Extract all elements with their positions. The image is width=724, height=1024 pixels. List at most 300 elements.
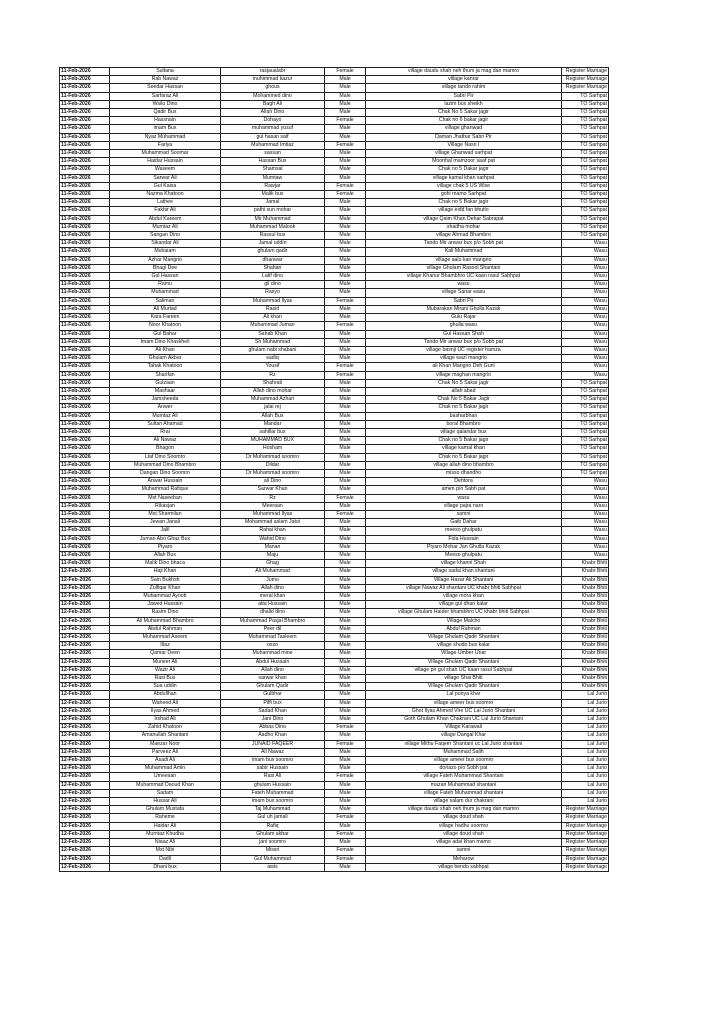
table-row	[60, 84, 609, 92]
guardian-cell: Rafiq	[221, 822, 325, 830]
date-cell: 11-Feb-2026	[60, 207, 110, 215]
name-cell: Rasi Bux	[110, 675, 221, 683]
name-cell: Abdullhan	[110, 691, 221, 699]
gender-cell: Male	[325, 166, 366, 174]
gender-cell: Male	[325, 281, 366, 289]
date-cell: 11-Feb-2026	[60, 346, 110, 354]
address-cell: village Nawaz Ali shantani UC khabr bhiti Sabhpat	[366, 584, 562, 592]
guardian-cell: Maju	[221, 551, 325, 559]
date-cell: 11-Feb-2026	[60, 445, 110, 453]
name-cell: Ghulam Akbar	[110, 355, 221, 363]
office-cell: TO Sarhpat	[562, 215, 609, 223]
date-cell: 11-Feb-2026	[60, 141, 110, 149]
name-cell: Muhammad Soomar	[110, 150, 221, 158]
guardian-cell: Meeraan	[221, 502, 325, 510]
office-cell: Wasu	[562, 322, 609, 330]
date-cell: 11-Feb-2026	[60, 100, 110, 108]
date-cell: 11-Feb-2026	[60, 355, 110, 363]
name-cell: Gul Kaisa	[110, 182, 221, 190]
name-cell: Hassnain	[110, 117, 221, 125]
date-cell: 11-Feb-2026	[60, 158, 110, 166]
date-cell: 12-Feb-2026	[60, 822, 110, 830]
table-row	[60, 839, 609, 847]
gender-cell: Male	[325, 609, 366, 617]
gender-cell: Male	[325, 174, 366, 182]
gender-cell: Female	[325, 191, 366, 199]
guardian-cell: jani soomro	[221, 839, 325, 847]
guardian-cell: Ali Nawaz	[221, 748, 325, 756]
gender-cell: Male	[325, 781, 366, 789]
name-cell: Mumtaz Ali	[110, 223, 221, 231]
date-cell: 12-Feb-2026	[60, 798, 110, 806]
guardian-cell: Yousif	[221, 363, 325, 371]
address-cell: village shudo bux kalar	[366, 642, 562, 650]
date-cell: 12-Feb-2026	[60, 855, 110, 863]
table-row	[60, 420, 609, 428]
office-cell: Wasu	[562, 371, 609, 379]
table-row	[60, 494, 609, 502]
table-row	[60, 740, 609, 748]
gender-cell: Male	[325, 355, 366, 363]
table-row	[60, 338, 609, 346]
gender-cell: Male	[325, 732, 366, 740]
guardian-cell: Gulbhar	[221, 691, 325, 699]
address-cell: village Mithu Faqeer Shantani uc Lal Jurio shantani	[366, 740, 562, 748]
gender-cell: Male	[325, 199, 366, 207]
date-cell: 12-Feb-2026	[60, 724, 110, 732]
address-cell: samni	[366, 847, 562, 855]
guardian-cell: gul hasan saif	[221, 133, 325, 141]
guardian-cell: Ali khan	[221, 314, 325, 322]
address-cell: doriazo p/o Sobh pat	[366, 765, 562, 773]
address-cell: village khanni Shah	[366, 560, 562, 568]
date-cell: 11-Feb-2026	[60, 519, 110, 527]
name-cell: Niaaz Ali	[110, 839, 221, 847]
guardian-cell: Dr Muhammad soomro	[221, 453, 325, 461]
name-cell: Hussar Ali	[110, 798, 221, 806]
address-cell: village Khanur Bhambhro UC kaan rasul Sabhpat	[366, 273, 562, 281]
table-row	[60, 215, 609, 223]
office-cell: TO Sarhpat	[562, 199, 609, 207]
table-row	[60, 486, 609, 494]
office-cell: Khabr Bhiti	[562, 642, 609, 650]
guardian-cell: Jumo	[221, 576, 325, 584]
office-cell: TO Sarhpat	[562, 125, 609, 133]
table-row	[60, 232, 609, 240]
guardian-cell: rasjaualabr	[221, 68, 325, 76]
name-cell: Ltaf Dino Soomro	[110, 453, 221, 461]
name-cell: Rasim Dino	[110, 609, 221, 617]
address-cell: Lal punya khar	[366, 691, 562, 699]
gender-cell: Male	[325, 232, 366, 240]
date-cell: 12-Feb-2026	[60, 830, 110, 838]
name-cell: Raheme	[110, 814, 221, 822]
table-row	[60, 510, 609, 518]
guardian-cell: Gul Muhammad	[221, 855, 325, 863]
gender-cell: Male	[325, 634, 366, 642]
address-cell: samni	[366, 510, 562, 518]
guardian-cell: Jani Dino	[221, 716, 325, 724]
gender-cell: Female	[325, 855, 366, 863]
table-row	[60, 560, 609, 568]
office-cell: Khabr Bhiti	[562, 576, 609, 584]
gender-cell: Male	[325, 289, 366, 297]
office-cell: TO Sarhpat	[562, 412, 609, 420]
name-cell: Muhammad Dino Bhambro	[110, 461, 221, 469]
table-row	[60, 773, 609, 781]
name-cell: Saliman	[110, 297, 221, 305]
date-cell: 12-Feb-2026	[60, 691, 110, 699]
name-cell: Muhammad Amin	[110, 765, 221, 773]
guardian-cell: Muhammad Ilyas	[221, 297, 325, 305]
table-row	[60, 502, 609, 510]
date-cell: 11-Feb-2026	[60, 191, 110, 199]
table-row	[60, 428, 609, 436]
table-row	[60, 789, 609, 797]
gender-cell: Male	[325, 822, 366, 830]
date-cell: 12-Feb-2026	[60, 642, 110, 650]
guardian-cell: sabir Hussain	[221, 765, 325, 773]
gender-cell: Male	[325, 551, 366, 559]
address-cell: Village Karawali	[366, 724, 562, 732]
name-cell: Muneer Ali	[110, 658, 221, 666]
guardian-cell: Abbas Dino	[221, 724, 325, 732]
guardian-cell: Allah Dino	[221, 109, 325, 117]
guardian-cell: jalai rej	[221, 404, 325, 412]
guardian-cell: gil dino	[221, 281, 325, 289]
date-cell: 11-Feb-2026	[60, 248, 110, 256]
address-cell: village Ahmad Bhambro	[366, 232, 562, 240]
office-cell: Wasu	[562, 281, 609, 289]
date-cell: 11-Feb-2026	[60, 461, 110, 469]
date-cell: 11-Feb-2026	[60, 125, 110, 133]
address-cell: village pajra naro	[366, 502, 562, 510]
name-cell: Mst Naseeban	[110, 494, 221, 502]
address-cell: wasu	[366, 494, 562, 502]
date-cell: 11-Feb-2026	[60, 281, 110, 289]
gender-cell: Male	[325, 437, 366, 445]
address-cell: Piyaro Mohar Jan Ghulla Kazak	[366, 543, 562, 551]
name-cell: Mumtaz Khudha	[110, 830, 221, 838]
gender-cell: Male	[325, 248, 366, 256]
address-cell: village Fateh Muhammad shantani	[366, 789, 562, 797]
table-row	[60, 478, 609, 486]
name-cell: Lathee	[110, 199, 221, 207]
name-cell: Rab Nawaz	[110, 76, 221, 84]
gender-cell: Male	[325, 256, 366, 264]
table-row	[60, 68, 609, 76]
date-cell: 11-Feb-2026	[60, 223, 110, 231]
gender-cell: Male	[325, 527, 366, 535]
guardian-cell: Mohammad aslam Jatoi	[221, 519, 325, 527]
table-row	[60, 683, 609, 691]
table-row	[60, 322, 609, 330]
office-cell: Lal Jurio	[562, 716, 609, 724]
office-cell: TO Sarhpat	[562, 396, 609, 404]
name-cell: Abdul Kareem	[110, 215, 221, 223]
table-row	[60, 445, 609, 453]
date-cell: 12-Feb-2026	[60, 650, 110, 658]
office-cell: Wasu	[562, 478, 609, 486]
guardian-cell: Malik bux	[221, 191, 325, 199]
guardian-cell: Sarwar Khan	[221, 486, 325, 494]
address-cell: village Ghulam Rasool Shantani	[366, 264, 562, 272]
office-cell: TO Sarhpat	[562, 117, 609, 125]
date-cell: 12-Feb-2026	[60, 609, 110, 617]
guardian-cell: ghulam nabi shabani	[221, 346, 325, 354]
name-cell: Wazir Ali	[110, 666, 221, 674]
name-cell: Bhagi Dee	[110, 264, 221, 272]
name-cell: Ilyas Ahmed	[110, 707, 221, 715]
gender-cell: Female	[325, 830, 366, 838]
date-cell: 11-Feb-2026	[60, 363, 110, 371]
guardian-cell: muhimmad kazur	[221, 76, 325, 84]
guardian-cell: ghulam qadir	[221, 248, 325, 256]
guardian-cell: Manan	[221, 543, 325, 551]
address-cell: Sabri Pir	[366, 297, 562, 305]
office-cell: Khabr Bhiti	[562, 601, 609, 609]
gender-cell: Male	[325, 240, 366, 248]
office-cell: Khabr Bhiti	[562, 658, 609, 666]
address-cell: lazim bux sheikh	[366, 100, 562, 108]
name-cell: Sain Bukhsh	[110, 576, 221, 584]
address-cell: Chak no 5 Bakar jagir	[366, 199, 562, 207]
address-cell: Gul Hassan Shah	[366, 330, 562, 338]
gender-cell: Female	[325, 814, 366, 822]
office-cell: TO Sarhpat	[562, 207, 609, 215]
name-cell: Sarfaraz Ali	[110, 92, 221, 100]
table-row	[60, 133, 609, 141]
table-row	[60, 642, 609, 650]
table-row	[60, 141, 609, 149]
name-cell: Muhammad Aseem	[110, 634, 221, 642]
address-cell: Chak No 5 Bakar Jagir	[366, 396, 562, 404]
date-cell: 12-Feb-2026	[60, 584, 110, 592]
office-cell: Khabr Bhiti	[562, 666, 609, 674]
guardian-cell: Allah Bux	[221, 412, 325, 420]
name-cell: Haidar Hussain	[110, 158, 221, 166]
gender-cell: Male	[325, 330, 366, 338]
gender-cell: Male	[325, 387, 366, 395]
address-cell: Meeso ghulpatu	[366, 551, 562, 559]
gender-cell: Male	[325, 338, 366, 346]
table-row	[60, 166, 609, 174]
table-row	[60, 256, 609, 264]
address-cell: village doud shah	[366, 814, 562, 822]
address-cell: Chak no 5 Bakar jagir	[366, 437, 562, 445]
date-cell: 12-Feb-2026	[60, 839, 110, 847]
guardian-cell: Latif dino	[221, 273, 325, 281]
gender-cell: Male	[325, 420, 366, 428]
office-cell: Khabr Bhiti	[562, 617, 609, 625]
gender-cell: Male	[325, 223, 366, 231]
date-cell: 11-Feb-2026	[60, 551, 110, 559]
address-cell: allah abad	[366, 387, 562, 395]
office-cell: Register Marriage	[562, 830, 609, 838]
name-cell: Gul Hassan	[110, 273, 221, 281]
address-cell: Ghot Ilyas Ahmed Vire UC Lal Jurio Shantani	[366, 707, 562, 715]
name-cell: Kara Fareen	[110, 314, 221, 322]
date-cell: 11-Feb-2026	[60, 478, 110, 486]
address-cell: village salam dur chakrani	[366, 798, 562, 806]
office-cell: Lal Jurio	[562, 789, 609, 797]
gender-cell: Male	[325, 453, 366, 461]
gender-cell: Male	[325, 863, 366, 871]
date-cell: 11-Feb-2026	[60, 420, 110, 428]
office-cell: Wasu	[562, 502, 609, 510]
address-cell: meeso ghulpatu	[366, 527, 562, 535]
date-cell: 12-Feb-2026	[60, 634, 110, 642]
office-cell: Wasu	[562, 256, 609, 264]
guardian-cell: Rassul bux	[221, 232, 325, 240]
address-cell: Sabri Pir	[366, 92, 562, 100]
guardian-cell: ali Dino	[221, 478, 325, 486]
date-cell: 11-Feb-2026	[60, 117, 110, 125]
guardian-cell: Aadho Khan	[221, 732, 325, 740]
office-cell: TO Sarhpat	[562, 166, 609, 174]
name-cell: Muhaiam	[110, 248, 221, 256]
date-cell: 11-Feb-2026	[60, 133, 110, 141]
address-cell: village gul dhan kalar	[366, 601, 562, 609]
address-cell: Moonhal mamzoor saaf pat	[366, 158, 562, 166]
table-row	[60, 355, 609, 363]
table-row	[60, 289, 609, 297]
guardian-cell: Allah dino	[221, 666, 325, 674]
guardian-cell: osso	[221, 642, 325, 650]
office-cell: Register Marriage	[562, 822, 609, 830]
name-cell: Jamsheeda	[110, 396, 221, 404]
date-cell: 11-Feb-2026	[60, 371, 110, 379]
office-cell: Khabr Bhiti	[562, 609, 609, 617]
name-cell: Irshad Ali	[110, 716, 221, 724]
address-cell: village mora khan	[366, 593, 562, 601]
office-cell: Lal Jurio	[562, 732, 609, 740]
gender-cell: Male	[325, 346, 366, 354]
guardian-cell: Muhammad Tasleem	[221, 634, 325, 642]
name-cell: Fariya	[110, 141, 221, 149]
date-cell: 11-Feb-2026	[60, 543, 110, 551]
office-cell: Wasu	[562, 248, 609, 256]
address-cell: Tando Mir anwar bux p/o Sobh pat	[366, 240, 562, 248]
office-cell: TO Sarhpat	[562, 387, 609, 395]
gender-cell: Male	[325, 519, 366, 527]
name-cell: Nazma Khatoon	[110, 191, 221, 199]
guardian-cell: Rasyo	[221, 289, 325, 297]
name-cell: Sua uddin	[110, 683, 221, 691]
records-table-body	[60, 68, 609, 872]
date-cell: 11-Feb-2026	[60, 240, 110, 248]
guardian-cell: pathi sun mohar	[221, 207, 325, 215]
address-cell: village bendo sabhpat	[366, 863, 562, 871]
office-cell: TO Sarhpat	[562, 133, 609, 141]
date-cell: 11-Feb-2026	[60, 527, 110, 535]
date-cell: 11-Feb-2026	[60, 502, 110, 510]
guardian-cell: Rahai khan	[221, 527, 325, 535]
gender-cell: Female	[325, 141, 366, 149]
address-cell: Fida Hussain	[366, 535, 562, 543]
table-row	[60, 199, 609, 207]
table-row	[60, 223, 609, 231]
guardian-cell: Dr Muhammad soomro	[221, 469, 325, 477]
table-row	[60, 117, 609, 125]
name-cell: Muhammad	[110, 289, 221, 297]
table-row	[60, 601, 609, 609]
office-cell: TO Sarhpat	[562, 420, 609, 428]
office-cell: TO Sarhpat	[562, 150, 609, 158]
guardian-cell: Shamsal	[221, 166, 325, 174]
guardian-cell: atta Hussain	[221, 601, 325, 609]
table-row	[60, 535, 609, 543]
date-cell: 11-Feb-2026	[60, 437, 110, 445]
guardian-cell: Mandar	[221, 420, 325, 428]
date-cell: 11-Feb-2026	[60, 297, 110, 305]
office-cell: TO Sarhpat	[562, 437, 609, 445]
gender-cell: Male	[325, 568, 366, 576]
name-cell: Dangan Dino Soomro	[110, 469, 221, 477]
office-cell: Khabr Bhiti	[562, 650, 609, 658]
gender-cell: Male	[325, 716, 366, 724]
table-row	[60, 346, 609, 354]
gender-cell: Female	[325, 724, 366, 732]
date-cell: 12-Feb-2026	[60, 757, 110, 765]
gender-cell: Male	[325, 748, 366, 756]
guardian-cell: dhalid dino	[221, 609, 325, 617]
office-cell: TO Sarhpat	[562, 469, 609, 477]
table-row	[60, 264, 609, 272]
address-cell: wasu	[366, 281, 562, 289]
date-cell: 11-Feb-2026	[60, 232, 110, 240]
address-cell: village hadhu soomro	[366, 822, 562, 830]
guardian-cell: Hosham	[221, 445, 325, 453]
gender-cell: Female	[325, 363, 366, 371]
date-cell: 12-Feb-2026	[60, 617, 110, 625]
name-cell: Sultan Ahamad	[110, 420, 221, 428]
address-cell: village chak 5 US Wise	[366, 182, 562, 190]
office-cell: Lal Jurio	[562, 773, 609, 781]
table-row	[60, 125, 609, 133]
date-cell: 12-Feb-2026	[60, 666, 110, 674]
date-cell: 11-Feb-2026	[60, 92, 110, 100]
gender-cell: Male	[325, 207, 366, 215]
guardian-cell: dhanwar	[221, 256, 325, 264]
guardian-cell: imam bux soomro	[221, 757, 325, 765]
table-row	[60, 830, 609, 838]
office-cell: Lal Jurio	[562, 781, 609, 789]
name-cell: Rrai	[110, 428, 221, 436]
guardian-cell: Ali Muhammad	[221, 568, 325, 576]
date-cell: 12-Feb-2026	[60, 576, 110, 584]
guardian-cell: Hassan Bux	[221, 158, 325, 166]
name-cell: Gul Bahar	[110, 330, 221, 338]
office-cell: Register Marriage	[562, 855, 609, 863]
gender-cell: Male	[325, 593, 366, 601]
date-cell: 11-Feb-2026	[60, 199, 110, 207]
name-cell: Piyaro	[110, 543, 221, 551]
table-row	[60, 150, 609, 158]
address-cell: misso dhandho	[366, 469, 562, 477]
table-row	[60, 609, 609, 617]
table-row	[60, 716, 609, 724]
date-cell: 12-Feb-2026	[60, 568, 110, 576]
guardian-cell: MUHAMMAD BUX	[221, 437, 325, 445]
date-cell: 12-Feb-2026	[60, 716, 110, 724]
office-cell: Register Marriage	[562, 863, 609, 871]
office-cell: TO Sarhpat	[562, 223, 609, 231]
address-cell: Chak no 5 Bakar jagir	[366, 404, 562, 412]
guardian-cell: Rasi Ali	[221, 773, 325, 781]
table-row	[60, 158, 609, 166]
gender-cell: Male	[325, 215, 366, 223]
